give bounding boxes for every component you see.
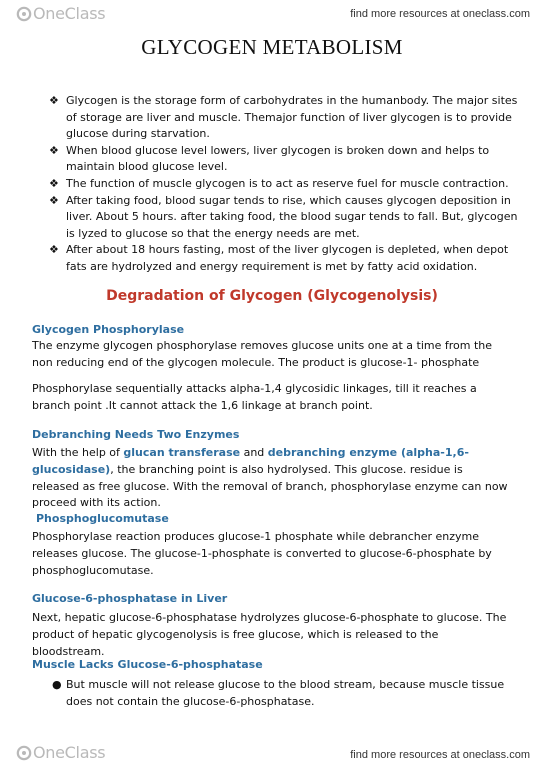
phosphorylase-paragraph-1: The enzyme glycogen phosphorylase removes glucose units one at a time from the non reducing end of the glycogen molecule. The product is glucose-1- phosphate — [32, 339, 492, 369]
logo-text: OneClass — [33, 4, 106, 23]
resources-link[interactable]: find more resources at oneclass.com — [350, 8, 530, 20]
resources-link[interactable]: find more resources at oneclass.com — [350, 749, 530, 761]
bullet-dot-icon: ● — [52, 678, 62, 691]
list-item: ❖ When blood glucose level lowers, liver glycogen is broken down and helps to maintain blood glucose level. — [49, 143, 490, 174]
page-title: GLYCOGEN METABOLISM — [141, 35, 403, 59]
muscle-heading: Muscle Lacks Glucose-6-phosphatase — [32, 658, 263, 671]
diamond-icon: ❖ — [49, 193, 59, 207]
liver-heading: Glucose-6-phosphatase in Liver — [32, 592, 228, 605]
list-item: ❖ After taking food, blood sugar tends to rise, which causes glycogen deposition in liver. About 5 hours. after taking food, the blood sugar tends to fall. But, glycogen is lyzed to glucose so that the energy needs are met. — [49, 193, 518, 240]
list-item: ● But muscle will not release glucose to the blood stream, because muscle tissue does not contain the glucose-6-phosphatase. — [52, 678, 505, 708]
page-footer — [0, 738, 544, 770]
list-item: ❖ Glycogen is the storage form of carbohydrates in the humanbody. The major sites of storage are liver and muscle. Themajor function of liver glycogen is to provide glucose during starvation. — [49, 94, 518, 141]
diamond-icon: ❖ — [49, 143, 59, 157]
list-item: ❖ After about 18 hours fasting, most of the liver glycogen is depleted, when depot fats are hydrolyzed and energy requirement is met by fatty acid oxidation. — [49, 243, 509, 273]
diamond-icon: ❖ — [49, 243, 59, 257]
debranching-paragraph: With the help of glucan transferase and debranching enzyme (alpha-1,6-glucosidase), the branching point is also hydrolysed. This glucose. residue is released as free glucose. With the removal of branch, phosphorylase enzyme can now proceed with its action. — [32, 446, 508, 510]
list-item: ❖ The function of muscle glycogen is to act as reserve fuel for muscle contraction. — [48, 176, 518, 193]
oneclass-logo[interactable] — [16, 4, 105, 23]
glucan-transferase-link[interactable]: glucan transferase — [123, 446, 241, 459]
oneclass-logo[interactable] — [16, 743, 105, 762]
section-heading: Degradation of Glycogen (Glycogenolysis) — [106, 288, 438, 304]
liver-paragraph: Next, hepatic glucose-6-phosphatase hydrolyzes glucose-6-phosphate to glucose. The product of hepatic glycogenolysis is free glucose, which is released to the bloodstream. — [32, 611, 507, 658]
debranching-heading: Debranching Needs Two Enzymes — [32, 428, 240, 441]
muscle-bullet-list — [48, 677, 510, 711]
oneclass-logo-icon — [16, 745, 32, 761]
debranching-enzyme-link[interactable]: debranching enzyme (alpha-1,6-glucosidase) — [32, 446, 469, 476]
page-header — [0, 0, 544, 30]
diamond-icon: ❖ — [49, 94, 59, 107]
oneclass-logo-icon — [16, 6, 32, 22]
intro-bullet-list — [48, 93, 518, 276]
mutase-heading: Phosphoglucomutase — [36, 512, 169, 525]
phosphorylase-heading: Glycogen Phosphorylase — [32, 323, 185, 336]
mutase-paragraph: Phosphorylase reaction produces glucose-1 phosphate while debrancher enzyme releases glucose. The glucose-1-phosphate is converted to glucose-6-phosphate by phosphoglucomutase. — [32, 530, 492, 577]
phosphorylase-paragraph-2: Phosphorylase sequentially attacks alpha-1,4 glycosidic linkages, till it reaches a branch point .It cannot attack the 1,6 linkage at branch point. — [32, 382, 477, 412]
logo-text: OneClass — [33, 743, 106, 762]
diamond-icon: ❖ — [49, 176, 59, 190]
